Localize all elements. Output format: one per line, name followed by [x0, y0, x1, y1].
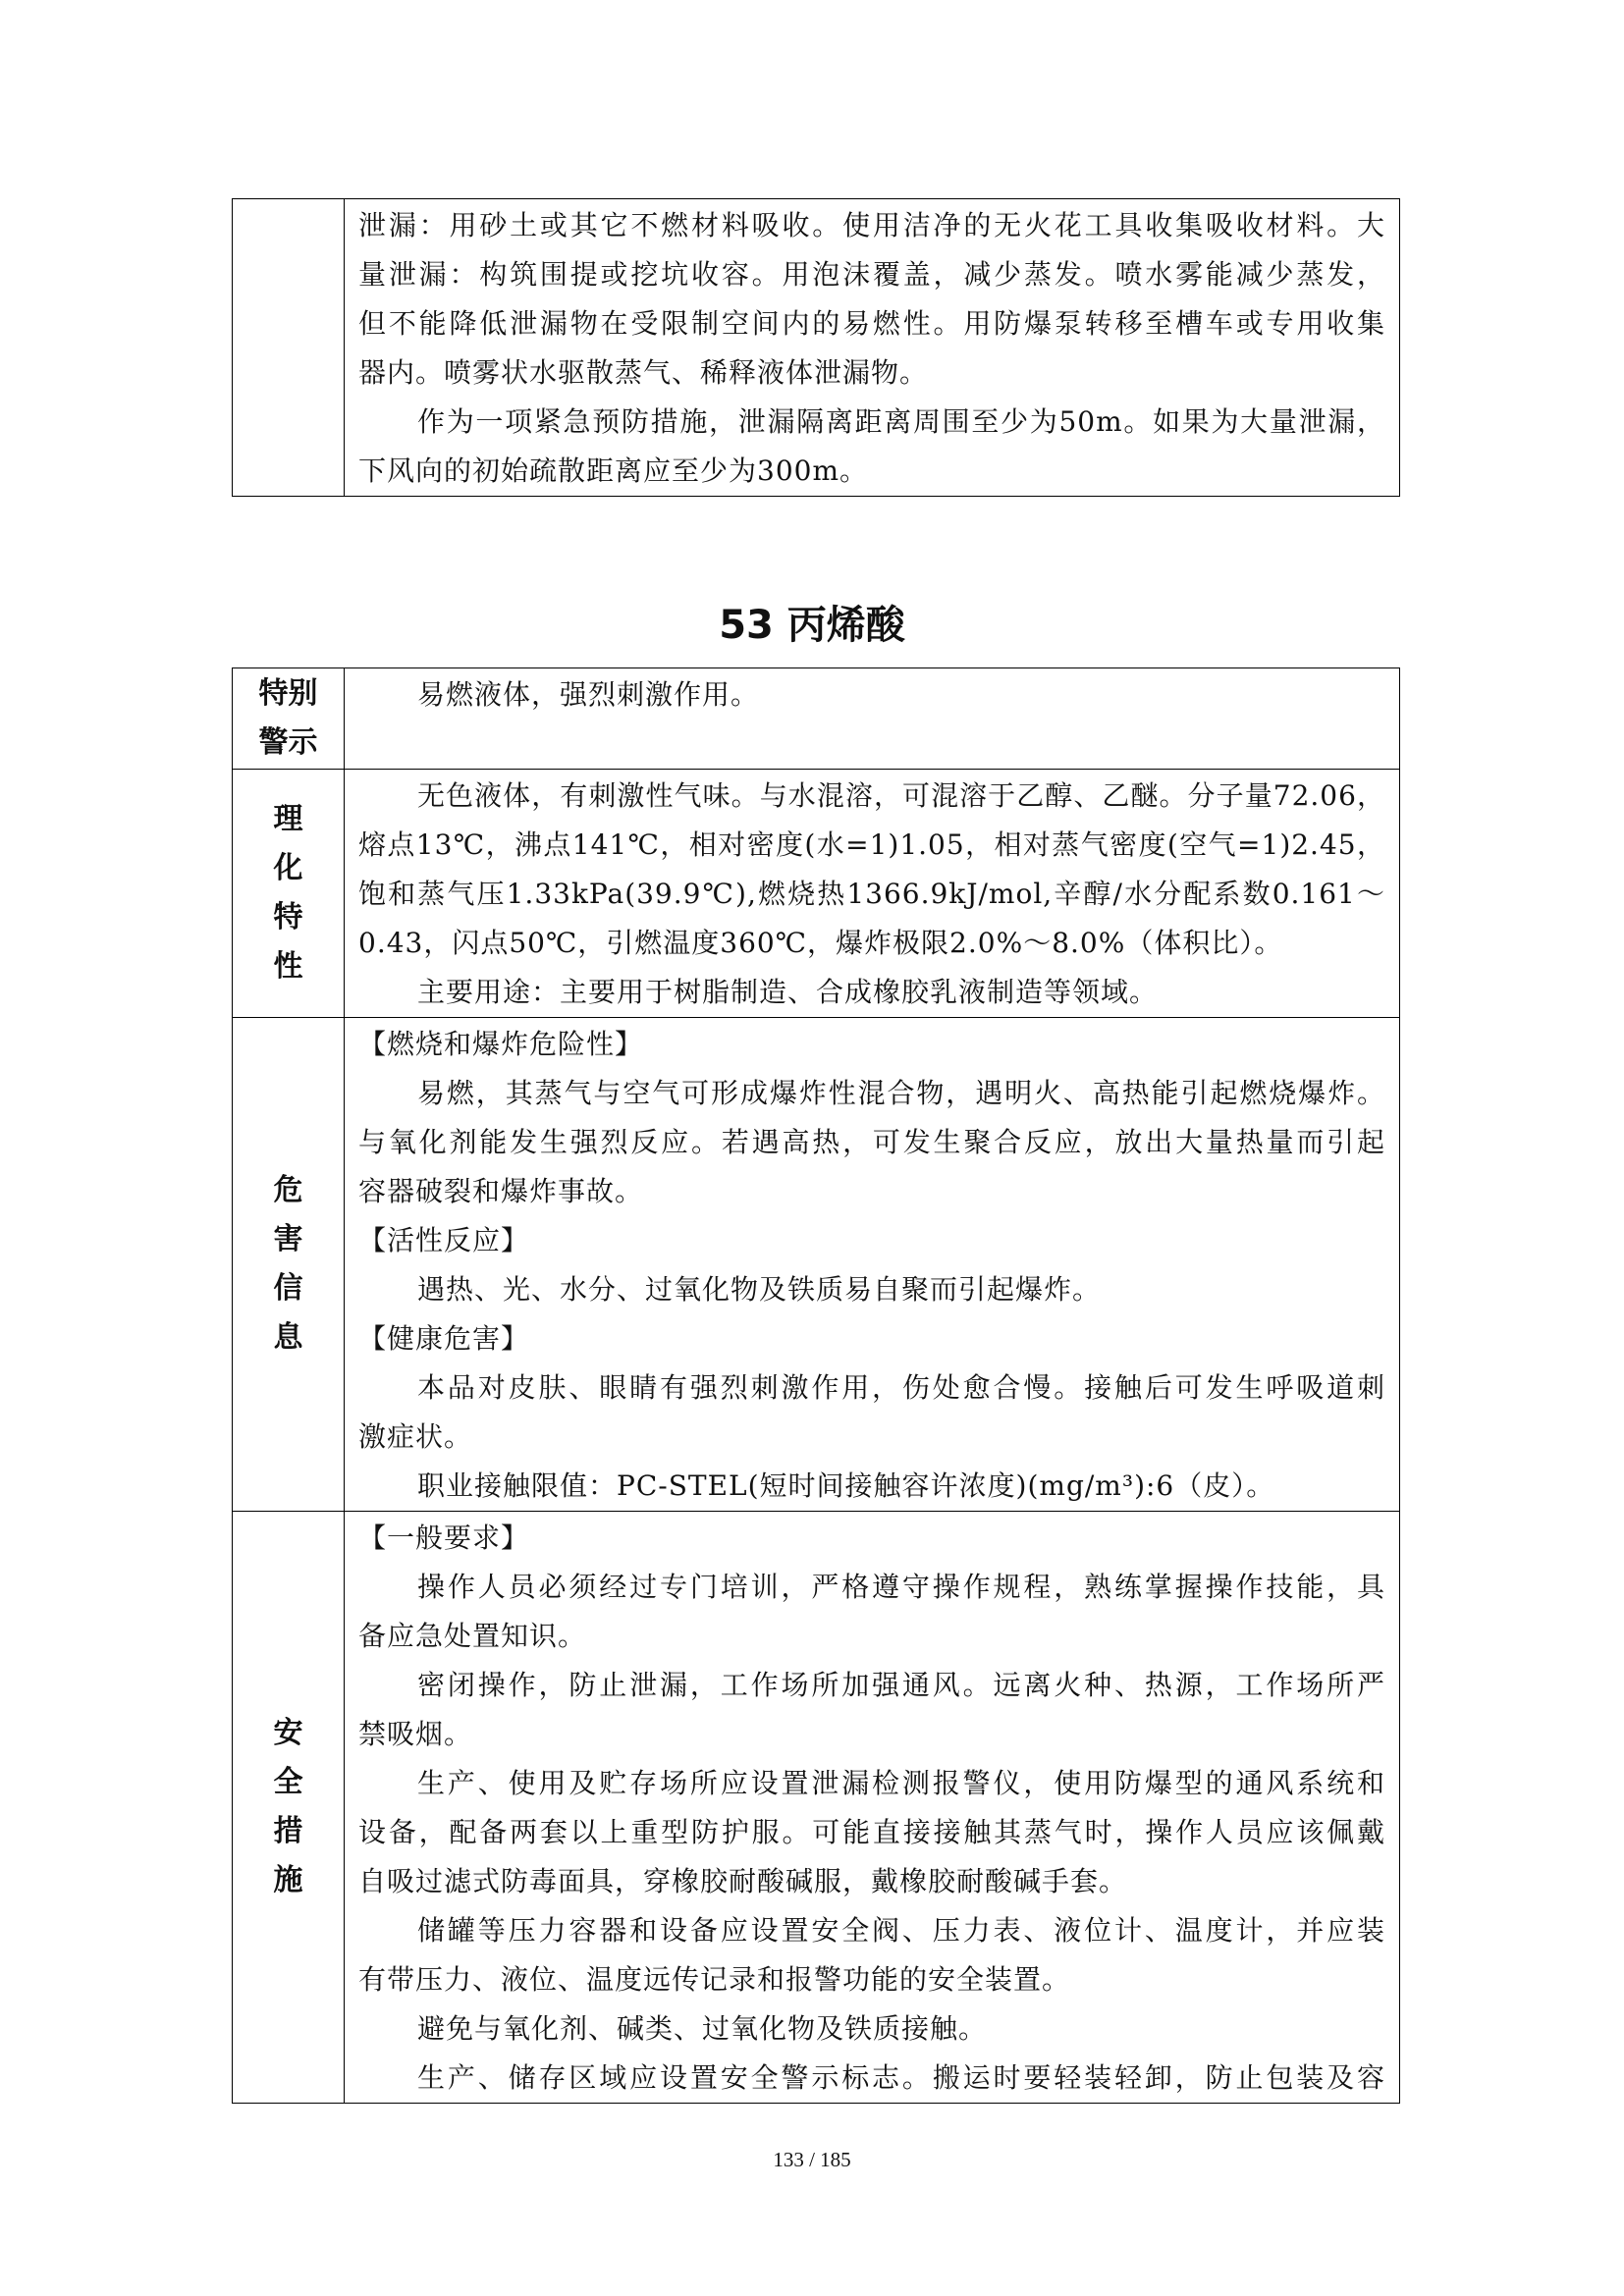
- text-line: 但不能降低泄漏物在受限制空间内的易燃性。用防爆泵转移至槽车或专用收集: [358, 307, 1385, 340]
- text-line: 设备，配备两套以上重型防护服。可能直接接触其蒸气时，操作人员应该佩戴: [358, 1816, 1385, 1848]
- row-label-text: 全: [273, 1765, 303, 1799]
- text-line: 泄漏：用砂土或其它不燃材料吸收。使用洁净的无火花工具收集吸收材料。大: [358, 209, 1385, 241]
- table-row: [233, 668, 1400, 770]
- text-line: 容器破裂和爆炸事故。: [358, 1175, 644, 1207]
- row-label-text: 理: [273, 802, 303, 836]
- row-label-text: 化: [273, 851, 303, 885]
- table-row: [233, 1018, 1400, 1512]
- text-line: 无色液体，有刺激性气味。与水混溶，可混溶于乙醇、乙醚。分子量72.06，: [417, 779, 1385, 812]
- row-label-text: 施: [273, 1863, 303, 1897]
- text-line: 遇热、光、水分、过氧化物及铁质易自聚而引起爆炸。: [417, 1273, 1102, 1306]
- row-label-text: 信: [273, 1271, 303, 1306]
- text-line: 量泄漏：构筑围提或挖坑收容。用泡沫覆盖，减少蒸发。喷水雾能减少蒸发，: [358, 258, 1385, 291]
- text-line: 职业接触限值：PC-STEL(短时间接触容许浓度)(mg/m³):6（皮）。: [417, 1469, 1275, 1502]
- table-row: [233, 770, 1400, 1018]
- text-line: 操作人员必须经过专门培训，严格遵守操作规程，熟练掌握操作技能，具: [417, 1571, 1385, 1603]
- text-line: [358, 720, 1385, 769]
- table-row: [233, 1512, 1400, 2104]
- row-content: [345, 770, 1400, 1018]
- text-line: 生产、使用及贮存场所应设置泄漏检测报警仪，使用防爆型的通风系统和: [417, 1767, 1385, 1799]
- text-line: 避免与氧化剂、碱类、过氧化物及铁质接触。: [417, 2012, 988, 2045]
- row-content: [345, 668, 1400, 770]
- section-title: 53 丙烯酸: [719, 603, 905, 648]
- row-content: [345, 1512, 1400, 2104]
- text-line: 密闭操作，防止泄漏，工作场所加强通风。远离火种、热源，工作场所严: [417, 1669, 1385, 1701]
- row-label-text: 措: [273, 1814, 303, 1848]
- text-line: 器内。喷雾状水驱散蒸气、稀释液体泄漏物。: [358, 356, 929, 389]
- text-line: 易燃液体，强烈刺激作用。: [417, 678, 760, 711]
- text-line: 主要用途：主要用于树脂制造、合成橡胶乳液制造等领域。: [417, 976, 1159, 1008]
- row-label-text: 警示: [258, 725, 318, 760]
- text-line: 0.43，闪点50℃，引燃温度360℃，爆炸极限2.0%～8.0%（体积比）。: [358, 927, 1283, 959]
- row-label: [233, 770, 345, 1018]
- text-line: 【活性反应】: [358, 1224, 530, 1256]
- table-top-continued: [232, 198, 1400, 497]
- row-label: [233, 1018, 345, 1512]
- text-line: 下风向的初始疏散距离应至少为300m。: [358, 454, 868, 487]
- row-content: [345, 1018, 1400, 1512]
- text-line: 储罐等压力容器和设备应设置安全阀、压力表、液位计、温度计，并应装: [417, 1914, 1385, 1947]
- row-label-text: 息: [273, 1320, 303, 1355]
- text-line: 易燃，其蒸气与空气可形成爆炸性混合物，遇明火、高热能引起燃烧爆炸。: [417, 1077, 1385, 1109]
- row-label: [233, 1512, 345, 2104]
- text-line: 与氧化剂能发生强烈反应。若遇高热，可发生聚合反应，放出大量热量而引起: [358, 1126, 1385, 1158]
- row-content: [345, 199, 1400, 497]
- row-label-text: 特别: [258, 676, 318, 711]
- text-line: 【一般要求】: [358, 1522, 530, 1554]
- text-line: 激症状。: [358, 1420, 473, 1453]
- table-row: [233, 199, 1400, 497]
- row-label: [233, 668, 345, 770]
- row-label-text: 危: [273, 1173, 303, 1207]
- text-line: 【燃烧和爆炸危险性】: [358, 1028, 644, 1060]
- row-label-text: 安: [273, 1716, 303, 1750]
- text-line: 备应急处置知识。: [358, 1620, 587, 1652]
- row-label: [233, 199, 345, 497]
- page-number: 133 / 185: [773, 2148, 851, 2171]
- text-line: 作为一项紧急预防措施，泄漏隔离距离周围至少为50m。如果为大量泄漏，: [417, 405, 1385, 438]
- row-label-text: 害: [273, 1222, 303, 1256]
- text-line: 【健康危害】: [358, 1322, 530, 1355]
- text-line: 有带压力、液位、温度远传记录和报警功能的安全装置。: [358, 1963, 1071, 1996]
- row-label-text: 特: [273, 900, 303, 934]
- text-line: 自吸过滤式防毒面具，穿橡胶耐酸碱服，戴橡胶耐酸碱手套。: [358, 1865, 1128, 1897]
- table-acrylic-acid: [232, 667, 1400, 2104]
- text-line: 熔点13℃，沸点141℃，相对密度(水=1)1.05，相对蒸气密度(空气=1)2.45，: [358, 828, 1385, 861]
- text-line: 禁吸烟。: [358, 1718, 473, 1750]
- text-line: 饱和蒸气压1.33kPa(39.9℃),燃烧热1366.9kJ/mol,辛醇/水分配系数0.161～: [358, 878, 1385, 910]
- text-line: 生产、储存区域应设置安全警示标志。搬运时要轻装轻卸，防止包装及容: [417, 2061, 1385, 2094]
- row-label-text: 性: [273, 949, 303, 984]
- text-line: 本品对皮肤、眼睛有强烈刺激作用，伤处愈合慢。接触后可发生呼吸道刺: [417, 1371, 1385, 1404]
